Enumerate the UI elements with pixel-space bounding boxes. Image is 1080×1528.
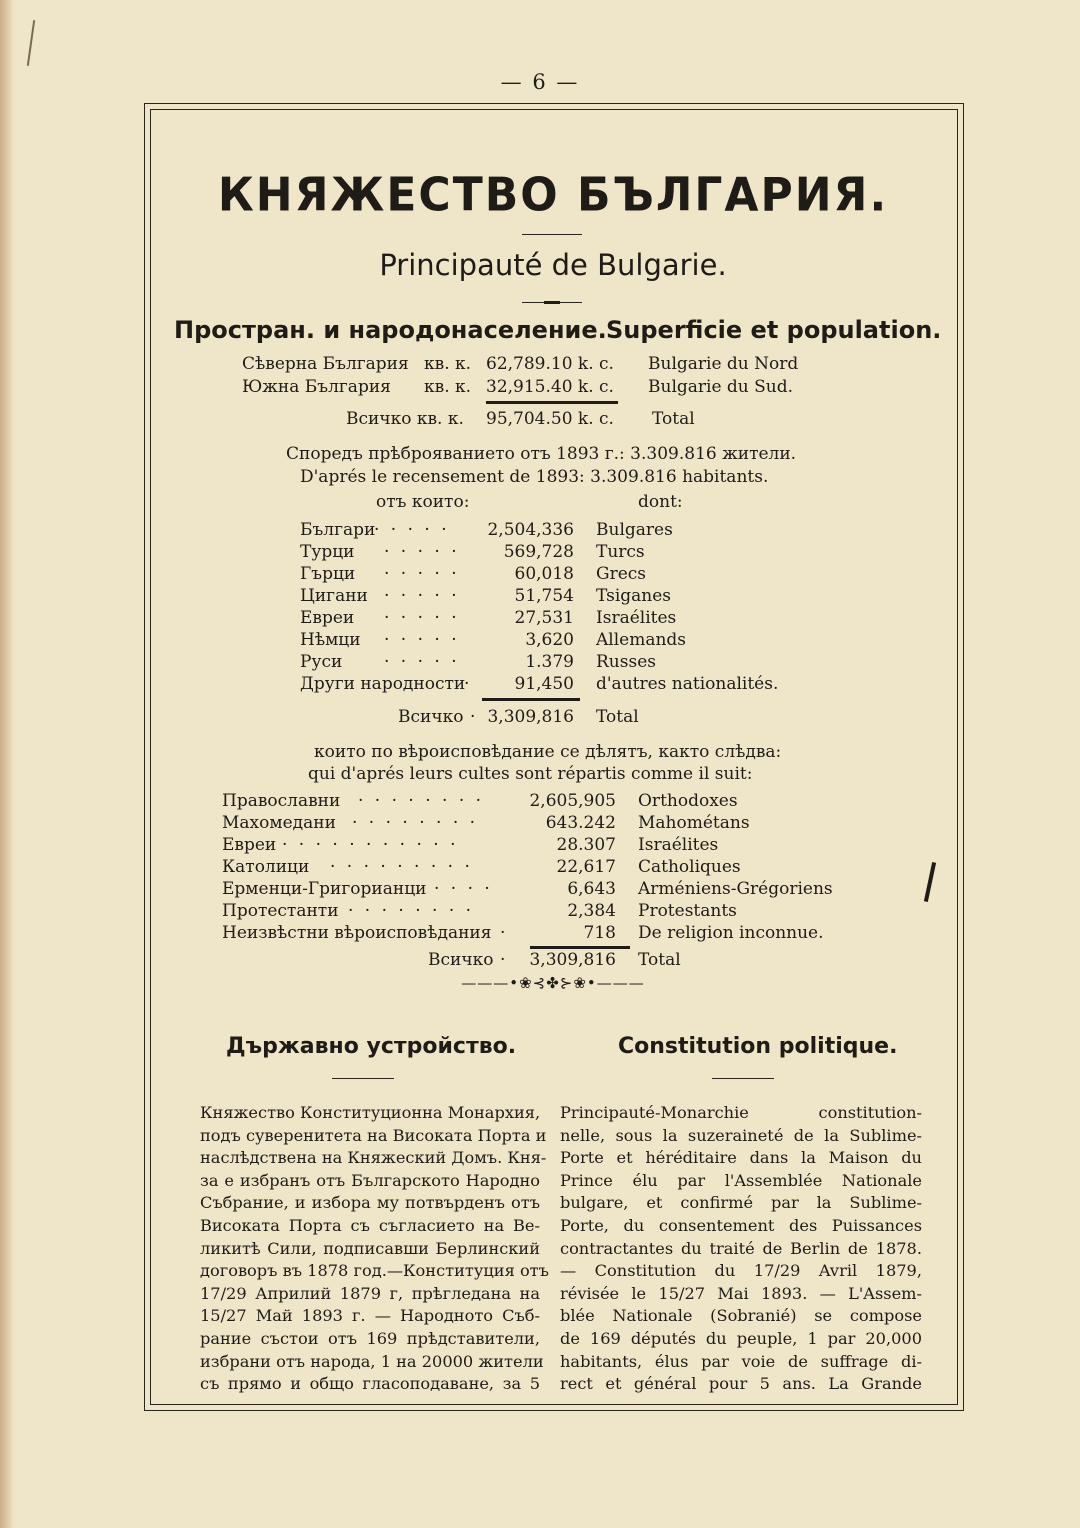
leader-dots: · · · · · · · · — [352, 813, 479, 833]
religion-intro-bg: които по вѣроисповѣдание се дѣлятъ, както слѣдва: — [314, 742, 782, 762]
text-line: ликитѣ Сили, подписавши Берлинский — [200, 1238, 540, 1258]
nationality-label-fr: Bulgares — [596, 520, 673, 540]
religion-label-bg: Евреи — [222, 835, 277, 855]
constitution-heading-fr: Constitution politique. — [618, 1034, 898, 1059]
page-spine-shadow — [0, 0, 14, 1528]
area-total-label-fr: Total — [652, 409, 695, 429]
nationality-label-fr: Turcs — [596, 542, 645, 562]
constitution-divider-bg — [332, 1078, 394, 1079]
religion-label-bg: Махомедани — [222, 813, 336, 833]
nationality-value: 3,620 — [525, 630, 574, 650]
text-line: Porte, du consentement des Puissances — [560, 1215, 922, 1235]
constitution-heading-bg: Държавно устройство. — [226, 1034, 517, 1059]
nationalities-total-value: 3,309,816 — [487, 707, 574, 727]
text-line: избрани отъ народа, 1 на 20000 жители — [200, 1351, 544, 1371]
religion-value: 28.307 — [556, 835, 616, 855]
nationality-value: 1.379 — [525, 652, 574, 672]
area-row-value: 32,915.40 k. c. — [486, 377, 614, 397]
constitution-divider-fr — [712, 1078, 774, 1079]
leader-dots: · — [470, 707, 476, 727]
nationality-value: 51,754 — [514, 586, 574, 606]
text-line: révisée le 15/27 Mai 1893. — L'Assem- — [560, 1283, 922, 1303]
leader-dots: · — [464, 674, 470, 694]
religion-label-fr: Orthodoxes — [638, 791, 738, 811]
nationality-value: 2,504,336 — [487, 520, 574, 540]
text-line: подъ суверенитета на Високата Порта и — [200, 1125, 547, 1145]
nationality-label-bg: Турци — [300, 542, 355, 562]
area-row-label-bg: Южна България — [242, 377, 391, 397]
area-row-label-bg: Сѣверна България — [242, 354, 409, 374]
religion-label-bg: Ерменци-Григорианци — [222, 879, 427, 899]
leader-dots: · · · · · — [384, 542, 460, 562]
text-line: рание състои отъ 169 прѣдставители, — [200, 1328, 540, 1348]
nationality-label-bg: Гърци — [300, 564, 356, 584]
area-total-label-bg: Всичко кв. к. — [346, 409, 464, 429]
text-line: съ прямо и общо гласоподаване, за 5 — [200, 1374, 540, 1394]
nationality-value: 91,450 — [514, 674, 574, 694]
area-row-unit: кв. к. — [424, 377, 472, 397]
text-line: nelle, sous la suzeraineté de la Sublime- — [560, 1125, 922, 1145]
nationality-label-bg: Българи — [300, 520, 376, 540]
religion-value: 6,643 — [567, 879, 616, 899]
area-row-unit: кв. к. — [424, 354, 472, 374]
nationalities-total-label-bg: Всичко — [398, 707, 464, 727]
nationality-value: 569,728 — [503, 542, 574, 562]
religion-value: 718 — [583, 923, 616, 943]
text-line: Събрание, и избора му потвърденъ отъ — [200, 1193, 540, 1213]
nationality-label-bg: Нѣмци — [300, 630, 361, 650]
religion-label-fr: Mahométans — [638, 813, 750, 833]
text-line: bulgare, et confirmé par la Sublime- — [560, 1193, 922, 1213]
of-which-bg: отъ които: — [376, 492, 470, 512]
area-row-label-fr: Bulgarie du Sud. — [648, 377, 794, 397]
nationality-label-fr: Israélites — [596, 608, 677, 628]
religion-label-bg: Католици — [222, 857, 310, 877]
leader-dots: · · · · · · · · · — [330, 857, 473, 877]
religion-label-fr: De religion inconnue. — [638, 923, 824, 943]
leader-dots: · · · · · — [384, 564, 460, 584]
text-line: Високата Порта съ съгласието на Ве- — [200, 1215, 540, 1235]
religion-label-bg: Неизвѣстни вѣроисповѣдания — [222, 923, 492, 943]
nationality-label-fr: Tsiganes — [596, 586, 672, 606]
text-line: за е избранъ отъ Българското Народно — [200, 1170, 540, 1190]
nationality-label-bg: Руси — [300, 652, 343, 672]
constitution-text-bg — [200, 1102, 549, 1396]
page-subtitle: Principauté de Bulgarie. — [379, 248, 727, 282]
religions-total-label-fr: Total — [638, 950, 681, 970]
subtitle-divider-center — [544, 301, 560, 304]
of-which-fr: dont: — [638, 492, 683, 512]
leader-dots: · — [500, 923, 506, 943]
nationality-label-fr: d'autres nationalités. — [596, 674, 779, 694]
leader-dots: · · · · · · · · — [358, 791, 485, 811]
nationality-label-fr: Russes — [596, 652, 656, 672]
constitution-text-fr — [560, 1102, 922, 1396]
text-line: 17/29 Априлий 1879 г, прѣгледана на — [200, 1283, 540, 1303]
section-heading-area-fr: Superficie et population. — [606, 316, 942, 344]
text-line: habitants, élus par voie de suffrage di- — [560, 1351, 922, 1371]
leader-dots: · · · · · — [384, 586, 460, 606]
text-line: наслѣдствена на Княжеский Домъ. Кня- — [200, 1148, 547, 1168]
area-total-rule — [486, 401, 618, 404]
text-line: Principauté-Monarchie constitution- — [560, 1103, 922, 1122]
religion-label-fr: Catholiques — [638, 857, 741, 877]
religion-value: 2,605,905 — [529, 791, 616, 811]
census-line-fr: D'aprés le recensement de 1893: 3.309.816 habitants. — [300, 467, 769, 487]
religion-label-bg: Православни — [222, 791, 341, 811]
religion-label-bg: Протестанти — [222, 901, 339, 921]
text-line: Porte et héréditaire dans la Maison du — [560, 1148, 922, 1168]
text-line: Prince élu par l'Assemblée Nationale — [560, 1170, 922, 1190]
text-line: договоръ въ 1878 год.—Конституция отъ — [200, 1261, 549, 1281]
nationalities-total-label-fr: Total — [596, 707, 639, 727]
text-line: — Constitution du 17/29 Avril 1879, — [560, 1261, 922, 1281]
leader-dots: · · · · — [434, 879, 493, 899]
area-total-value: 95,704.50 k. c. — [486, 409, 614, 429]
title-divider — [522, 234, 582, 235]
religion-value: 2,384 — [567, 901, 616, 921]
leader-dots: · · · · · · · · — [348, 901, 475, 921]
leader-dots: · · · · · — [384, 630, 460, 650]
nationalities-total-rule — [482, 698, 580, 701]
leader-dots: · · · · · — [384, 608, 460, 628]
text-line: Княжество Конституционна Монархия, — [200, 1103, 541, 1122]
religion-value: 643.242 — [545, 813, 616, 833]
leader-dots: · · · · · · · · · · · — [282, 835, 459, 855]
area-row-label-fr: Bulgarie du Nord — [648, 354, 799, 374]
religion-label-fr: Protestants — [638, 901, 737, 921]
page-title: КНЯЖЕСТВО БЪЛГАРИЯ. — [217, 168, 889, 223]
leader-dots: · · · · · — [374, 520, 450, 540]
religion-label-fr: Arméniens-Grégoriens — [638, 879, 833, 899]
area-row-value: 62,789.10 k. c. — [486, 354, 614, 374]
nationality-label-bg: Цигани — [300, 586, 368, 606]
pencil-mark — [27, 20, 35, 66]
section-ornament: ———•❀⊰✤⊱❀•——— — [461, 974, 645, 992]
religion-label-fr: Israélites — [638, 835, 719, 855]
text-line: contractantes du traité de Berlin de 1878. — [560, 1238, 922, 1258]
text-line: de 169 députés du peuple, 1 par 20,000 — [560, 1328, 922, 1348]
page-content — [152, 112, 954, 1402]
nationality-value: 60,018 — [514, 564, 574, 584]
nationality-label-fr: Allemands — [596, 630, 687, 650]
religions-total-rule — [530, 946, 630, 949]
nationality-label-fr: Grecs — [596, 564, 647, 584]
census-line-bg: Споредъ прѣброяванието отъ 1893 г.: 3.309.816 жители. — [286, 444, 797, 464]
text-line: rect et général pour 5 ans. La Grande — [560, 1374, 922, 1394]
section-heading-area-bg: Простран. и народонаселение. — [174, 316, 607, 344]
leader-dots: · — [500, 950, 506, 970]
nationality-label-bg: Евреи — [300, 608, 355, 628]
religions-total-value: 3,309,816 — [529, 950, 616, 970]
religion-value: 22,617 — [556, 857, 616, 877]
nationality-label-bg: Други народности — [300, 674, 466, 694]
text-line: blée Nationale (Sobranié) se compose — [560, 1306, 922, 1326]
leader-dots: · · · · · — [384, 652, 460, 672]
page-number: — 6 — — [500, 70, 580, 94]
nationality-value: 27,531 — [514, 608, 574, 628]
religion-intro-fr: qui d'aprés leurs cultes sont répartis comme il suit: — [308, 764, 753, 784]
text-line: 15/27 Май 1893 г. — Народното Съб- — [200, 1306, 540, 1326]
religions-total-label-bg: Всичко — [428, 950, 494, 970]
